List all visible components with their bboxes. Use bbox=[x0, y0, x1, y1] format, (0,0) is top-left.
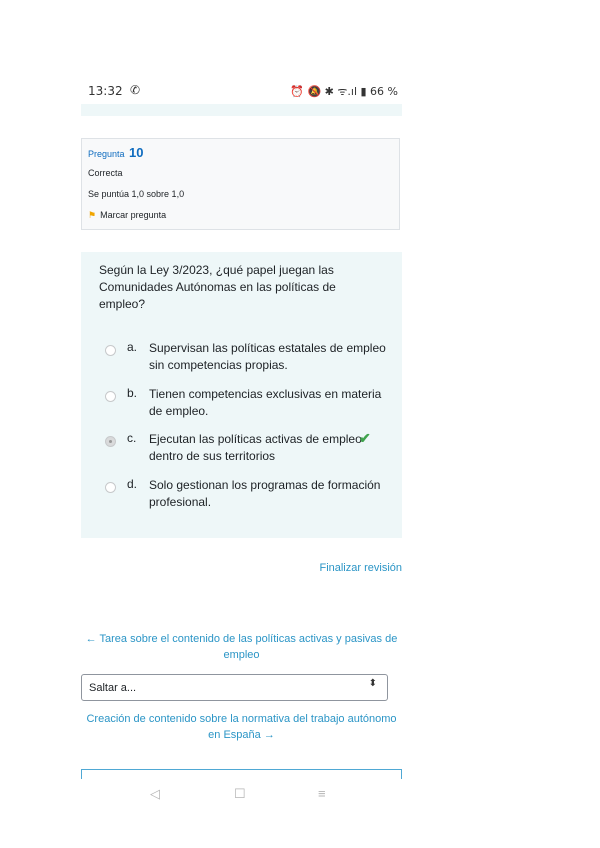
option-letter: d. bbox=[127, 477, 138, 491]
correct-check-icon: ✔ bbox=[359, 430, 371, 446]
radio-button-selected[interactable] bbox=[105, 436, 116, 447]
status-time: 13:32 bbox=[88, 84, 123, 98]
option-letter: c. bbox=[127, 431, 137, 445]
back-icon[interactable]: ◁ bbox=[150, 786, 160, 801]
radio-button[interactable] bbox=[105, 482, 116, 493]
radio-button[interactable] bbox=[105, 391, 116, 402]
flag-question-label: Marcar pregunta bbox=[100, 210, 167, 220]
recents-icon[interactable]: ≡ bbox=[318, 786, 326, 801]
option-text: Supervisan las políticas estatales de empleo sin competencias propias. bbox=[149, 341, 386, 372]
previous-question-strip bbox=[81, 104, 402, 116]
finish-review-link[interactable]: Finalizar revisión bbox=[319, 562, 402, 574]
android-nav-bar bbox=[81, 786, 402, 808]
jump-to-select[interactable] bbox=[81, 674, 388, 701]
whatsapp-icon: ✆ bbox=[130, 83, 141, 97]
next-activity-link[interactable]: Creación de contenido sobre la normativa del trabajo autónomo en España → bbox=[86, 713, 397, 741]
option-text: Solo gestionan los programas de formación profesional. bbox=[149, 478, 381, 509]
question-info-panel bbox=[81, 138, 400, 230]
option-letter: b. bbox=[127, 386, 138, 400]
question-state: Correcta bbox=[88, 168, 123, 178]
home-icon[interactable]: ☐ bbox=[234, 786, 246, 801]
status-icons: ⏰ 🔕 ✱ ᯤ.ıl ▮ 66 % bbox=[290, 85, 398, 98]
question-text: Según la Ley 3/2023, ¿qué papel juegan las Comunidades Autónomas en las políticas de empleo? bbox=[99, 263, 336, 311]
previous-activity-link[interactable]: ← Tarea sobre el contenido de las políticas activas y pasivas de empleo bbox=[85, 633, 398, 661]
question-label: Pregunta bbox=[88, 149, 125, 159]
flag-icon: ⚑ bbox=[88, 210, 97, 220]
radio-button[interactable] bbox=[105, 345, 116, 356]
option-text: Tienen competencias exclusivas en materia de empleo. bbox=[149, 387, 382, 418]
question-content bbox=[81, 252, 402, 538]
bottom-block bbox=[81, 769, 402, 779]
option-text: Ejecutan las políticas activas de empleo dentro de sus territorios bbox=[149, 432, 362, 463]
jump-to-value: Saltar a... bbox=[89, 682, 137, 694]
option-letter: a. bbox=[127, 340, 138, 354]
status-bar bbox=[88, 84, 398, 102]
flag-question-link[interactable] bbox=[88, 210, 166, 221]
question-number-value: 10 bbox=[129, 145, 144, 160]
select-arrows-icon: ⬍ bbox=[368, 678, 377, 689]
question-grade: Se puntúa 1,0 sobre 1,0 bbox=[88, 189, 185, 199]
question-number bbox=[88, 145, 144, 160]
